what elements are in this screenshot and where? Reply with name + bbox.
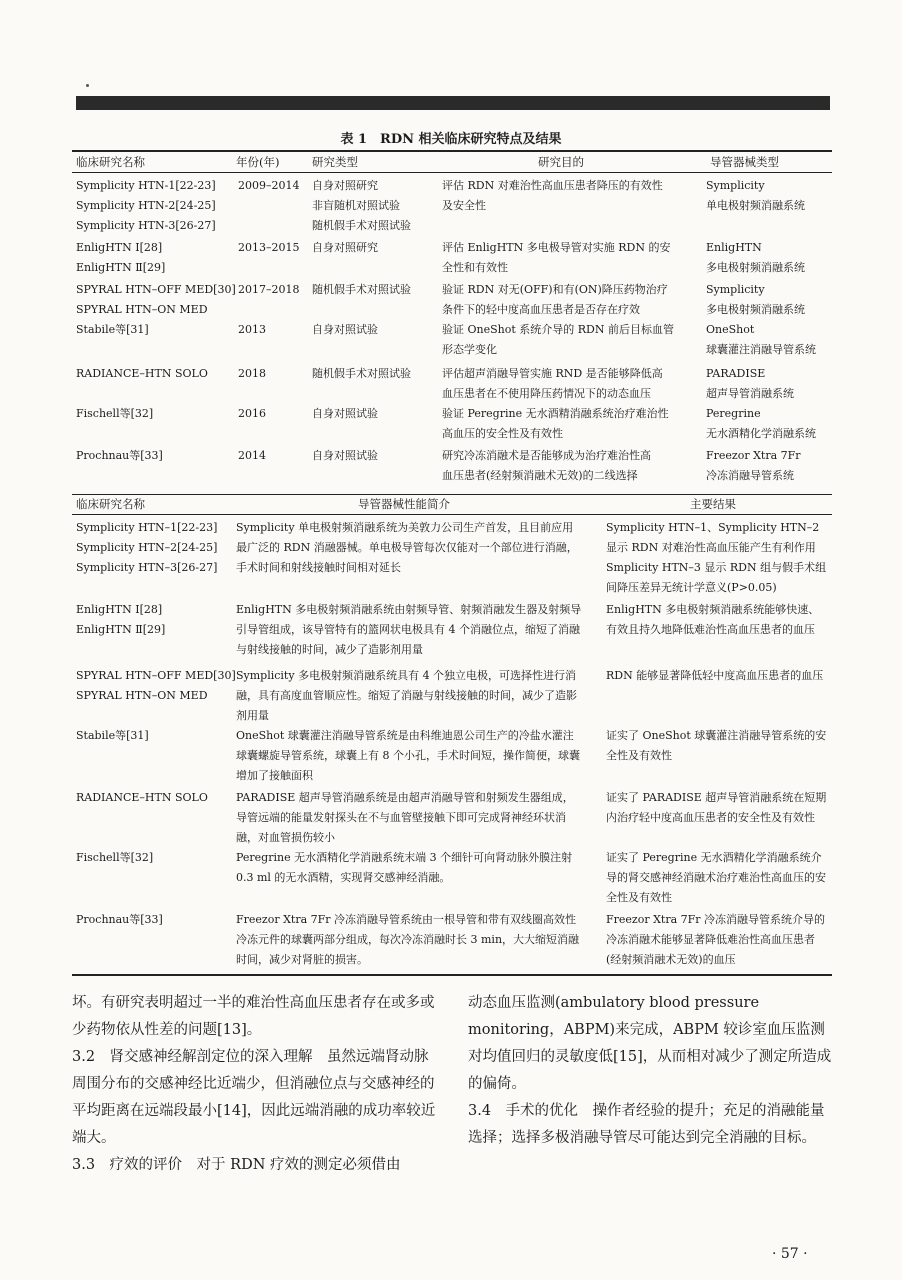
row-name: EnligHTN Ⅱ[29]: [76, 261, 166, 274]
header-bar: [76, 96, 830, 110]
row-purpose: 血压患者(经射频消融术无效)的二线选择: [442, 469, 638, 482]
row-purpose: 评估 RDN 对难治性高血压患者降压的有效性: [442, 179, 663, 192]
table-bottom-rule: [72, 974, 832, 976]
row-type: 随机假手术对照试验: [312, 367, 411, 380]
row-name: Symplicity HTN–3[26-27]: [76, 561, 218, 574]
row-name: Symplicity HTN–1[22-23]: [76, 521, 218, 534]
row-device: Freezor Xtra 7Fr: [706, 449, 801, 462]
row-name: Symplicity HTN-1[22-23]: [76, 179, 216, 192]
row-type: 自身对照试验: [312, 449, 378, 462]
row-purpose: 验证 OneShot 系统介导的 RDN 前后目标血管: [442, 323, 674, 336]
row-year: 2014: [238, 449, 266, 462]
row-purpose: 血压患者在不使用降压药情况下的动态血压: [442, 387, 651, 400]
right-paragraph-1: 动态血压监测(ambulatory blood pressure monitoring，ABPM)来完成，ABPM 较诊室血压监测对均值回归的灵敏度低[15]，从而相对减少了测定所造成的偏倚。: [468, 995, 832, 1092]
row-purpose: 验证 Peregrine 无水酒精消融系统治疗难治性: [442, 407, 669, 420]
row-performance: OneShot 球囊灌注消融导管系统是由科维迪恩公司生产的冷盐水灌注球囊螺旋导管系统，球囊上有 8 个小孔，手术时间短，操作简便，球囊增加了接触面积: [236, 729, 580, 782]
row-result: 证实了 PARADISE 超声导管消融系统在短期内治疗轻中度高血压患者的安全性及有效性: [606, 791, 827, 824]
row-type: 随机假手术对照试验: [312, 283, 411, 296]
row-name: RADIANCE–HTN SOLO: [76, 367, 208, 380]
row-purpose: 及安全性: [442, 199, 486, 212]
row-type: 自身对照研究: [312, 241, 378, 254]
left-column: [72, 990, 436, 1179]
row-purpose: 研究冷冻消融术是否能够成为治疗难治性高: [442, 449, 651, 462]
row-performance: Symplicity 单电极射频消融系统为美敦力公司生产首发，且目前应用最广泛的 RDN 消融器械。单电极导管每次仅能对一个部位进行消融，手术时间和射线接触时间相对延长: [236, 521, 578, 574]
row-year: 2018: [238, 367, 266, 380]
row-device: Symplicity: [706, 179, 765, 192]
row-name: Stabile等[31]: [76, 323, 149, 336]
row-name: Symplicity HTN-2[24-25]: [76, 199, 216, 212]
row-device: 无水酒精化学消融系统: [706, 427, 816, 440]
row-name: SPYRAL HTN–ON MED: [76, 689, 208, 702]
header-rule-1: [72, 172, 832, 173]
row-year: 2013–2015: [238, 241, 300, 254]
row-purpose: 形态学变化: [442, 343, 497, 356]
row-device: EnligHTN: [706, 241, 762, 254]
row-performance: Peregrine 无水酒精化学消融系统末端 3 个细针可向肾动脉外膜注射 0.3 ml 的无水酒精，实现肾交感神经消融。: [236, 851, 573, 884]
row-result: 证实了 Peregrine 无水酒精化学消融系统介导的肾交感神经消融术治疗难治性高血压的安全性及有效性: [606, 851, 826, 904]
row-device: 单电极射频消融系统: [706, 199, 805, 212]
row-name: Prochnau等[33]: [76, 449, 163, 462]
row-performance: EnligHTN 多电极射频消融系统由射频导管、射频消融发生器及射频导引导管组成，该导管特有的篮网状电极具有 4 个消融位点，缩短了消融与射线接触的时间，减少了造影剂用量: [236, 603, 582, 656]
row-year: 2009–2014: [238, 179, 300, 192]
row-name: SPYRAL HTN–OFF MED[30]: [76, 283, 236, 296]
col-header-perf: 导管器械性能简介: [358, 497, 450, 511]
row-name: EnligHTN Ⅰ[28]: [76, 241, 163, 254]
row-name: SPYRAL HTN–OFF MED[30]: [76, 669, 236, 682]
row-name: Symplicity HTN–2[24-25]: [76, 541, 218, 554]
page-number: · 57 ·: [772, 1246, 808, 1262]
row-purpose: 条件下的轻中度高血压患者是否存在疗效: [442, 303, 640, 316]
row-device: 冷冻消融导管系统: [706, 469, 794, 482]
col-header-purpose: 研究目的: [538, 155, 584, 169]
col-header-year: 年份(年): [236, 155, 280, 169]
row-name: Fischell等[32]: [76, 851, 154, 864]
row-year: 2017–2018: [238, 283, 300, 296]
row-name: RADIANCE–HTN SOLO: [76, 791, 208, 804]
row-result: Symplicity HTN–1、Symplicity HTN–2 显示 RDN 对难治性高血压能产生有利作用 Smplicity HTN–3 显示 RDN 组与假手术组间降压差异无统计学意义(P>0.05): [606, 521, 827, 594]
row-year: 2016: [238, 407, 266, 420]
row-name: EnligHTN Ⅰ[28]: [76, 603, 163, 616]
row-performance: PARADISE 超声导管消融系统是由超声消融导管和射频发生器组成，导管远端的能量发射探头在不与血管壁接触下即可完成肾神经环状消融，对血管损伤较小: [236, 791, 574, 844]
row-type: 自身对照试验: [312, 407, 378, 420]
row-type: 非盲随机对照试验: [312, 199, 400, 212]
row-name: SPYRAL HTN–ON MED: [76, 303, 208, 316]
row-result: 证实了 OneShot 球囊灌注消融导管系统的安全性及有效性: [606, 729, 827, 762]
col-header-type: 研究类型: [312, 155, 358, 169]
col-header-name: 临床研究名称: [76, 155, 145, 169]
row-type: 自身对照试验: [312, 323, 378, 336]
row-name: EnligHTN Ⅱ[29]: [76, 623, 166, 636]
row-device: Peregrine: [706, 407, 761, 420]
row-device: 多电极射频消融系统: [706, 303, 805, 316]
right-paragraph-2: 3.4 手术的优化 操作者经验的提升；充足的消融能量选择；选择多极消融导管尽可能达到完全消融的目标。: [468, 1103, 825, 1146]
row-performance: Freezor Xtra 7Fr 冷冻消融导管系统由一根导管和带有双线圈高效性冷冻元件的球囊两部分组成，每次冷冻消融时长 3 min，大大缩短消融时间，减少对肾脏的损害。: [236, 913, 580, 966]
row-name: Stabile等[31]: [76, 729, 149, 742]
col-header-name-2: 临床研究名称: [76, 497, 145, 511]
row-device: 球囊灌注消融导管系统: [706, 343, 816, 356]
row-purpose: 全性和有效性: [442, 261, 508, 274]
row-purpose: 评估 EnligHTN 多电极导管对实施 RDN 的安: [442, 241, 671, 254]
row-result: EnligHTN 多电极射频消融系统能够快速、有效且持久地降低难治性高血压患者的血压: [606, 603, 820, 636]
col-header-result: 主要结果: [690, 497, 736, 511]
row-device: 超声导管消融系统: [706, 387, 794, 400]
row-name: Symplicity HTN-3[26-27]: [76, 219, 216, 232]
row-device: Symplicity: [706, 283, 765, 296]
right-column: [468, 990, 834, 1152]
row-type: 自身对照研究: [312, 179, 378, 192]
row-year: 2013: [238, 323, 266, 336]
row-name: Fischell等[32]: [76, 407, 154, 420]
left-paragraph-3: 3.3 疗效的评价 对于 RDN 疗效的测定必须借由: [72, 1157, 401, 1173]
left-paragraph-2: 3.2 肾交感神经解剖定位的深入理解 虽然远端肾动脉周围分布的交感神经比近端少，但消融位点与交感神经的平均距离在远端段最小[14]，因此远端消融的成功率较近端大。: [72, 1049, 436, 1146]
row-purpose: 高血压的安全性及有效性: [442, 427, 563, 440]
row-purpose: 验证 RDN 对无(OFF)和有(ON)降压药物治疗: [442, 283, 668, 296]
header-rule-2: [72, 514, 832, 515]
row-result: RDN 能够显著降低轻中度高血压患者的血压: [606, 669, 824, 682]
left-paragraph-1: 坏。有研究表明超过一半的难治性高血压患者存在或多或少药物依从性差的问题[13]。: [72, 995, 435, 1038]
speck: [86, 84, 89, 87]
row-type: 随机假手术对照试验: [312, 219, 411, 232]
row-device: OneShot: [706, 323, 755, 336]
col-header-device: 导管器械类型: [710, 155, 779, 169]
table-caption: 表 1 RDN 相关临床研究特点及结果: [340, 132, 562, 147]
row-purpose: 评估超声消融导管实施 RND 是否能够降低高: [442, 367, 663, 380]
row-name: Prochnau等[33]: [76, 913, 163, 926]
row-device: 多电极射频消融系统: [706, 261, 805, 274]
row-device: PARADISE: [706, 367, 766, 380]
row-result: Freezor Xtra 7Fr 冷冻消融导管系统介导的冷冻消融术能够显著降低难治性高血压患者(经射频消融术无效)的血压: [606, 913, 826, 966]
row-performance: Symplicity 多电极射频消融系统具有 4 个独立电极，可选择性进行消融，具有高度血管顺应性。缩短了消融与射线接触的时间，减少了造影剂用量: [236, 669, 577, 722]
